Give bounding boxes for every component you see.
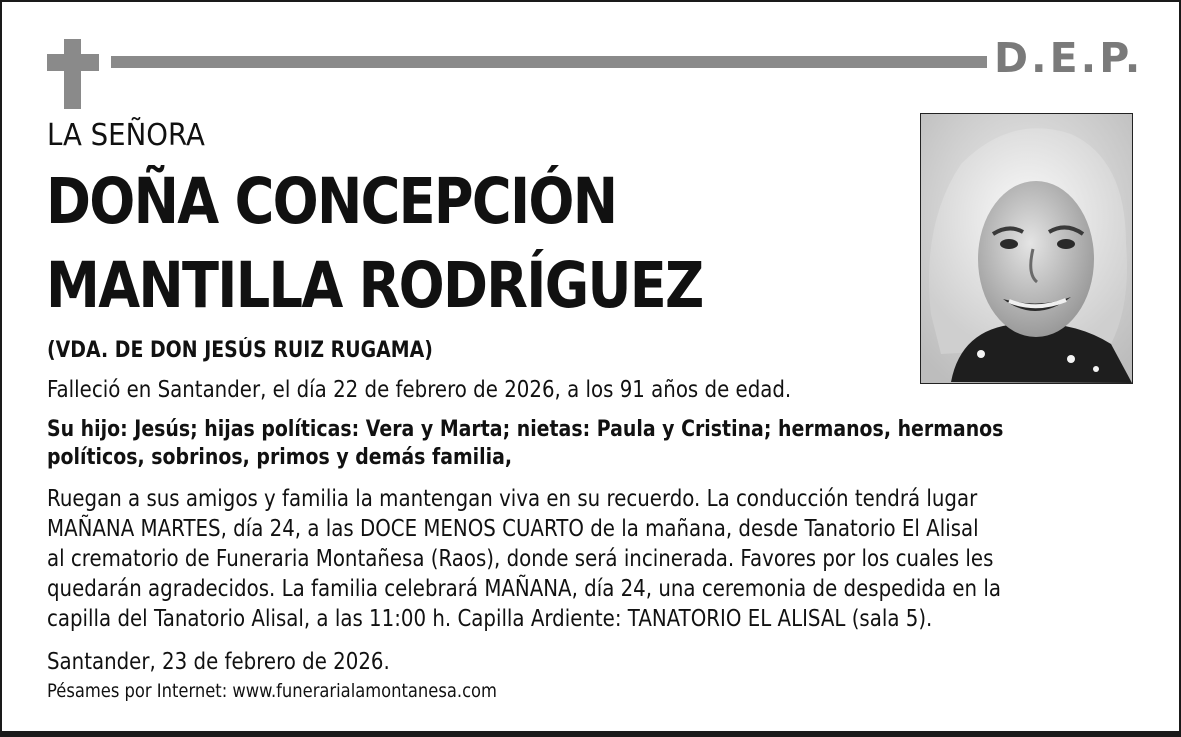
portrait-photo [920,113,1133,384]
widow-of: (VDA. DE DON JESÚS RUIZ RUGAMA) [47,338,433,363]
announcement-line: capilla del Tanatorio Alisal, a las 11:00 h. Capilla Ardiente: TANATORIO EL ALISAL (sala 5). [47,606,933,632]
cross-icon [47,39,99,109]
announcement [47,484,1079,634]
dep-label: D.E.P. [994,34,1144,82]
death-notice: Falleció en Santander, el día 22 de febrero de 2026, a los 91 años de edad. [47,377,792,403]
announcement-line: quedarán agradecidos. La familia celebrará MAÑANA, día 24, una ceremonia de despedida en la [47,576,1001,602]
portrait-image [921,114,1132,383]
deceased-name-line2: MANTILLA RODRÍGUEZ [46,249,703,322]
announcement-line: Ruegan a sus amigos y familia la mantengan viva en su recuerdo. La conducción tendrá lugar [47,486,978,512]
condolences-website: Pésames por Internet: www.funerarialamontanesa.com [47,680,497,702]
place-date: Santander, 23 de febrero de 2026. [47,649,390,675]
family-list: Su hijo: Jesús; hijas políticas: Vera y Marta; nietas: Paula y Cristina; hermanos, hermanos políticos, sobrinos, primos y demás familia, [47,417,1004,470]
honorific: LA SEÑORA [47,118,205,153]
deceased-name-line1: DOÑA CONCEPCIÓN [46,165,617,238]
announcement-line: MAÑANA MARTES, día 24, a las DOCE MENOS CUARTO de la mañana, desde Tanatorio El Alisal [47,516,979,542]
header-rule [111,56,987,68]
announcement-line: al crematorio de Funeraria Montañesa (Raos), donde será incinerada. Favores por los cuales les [47,546,994,572]
